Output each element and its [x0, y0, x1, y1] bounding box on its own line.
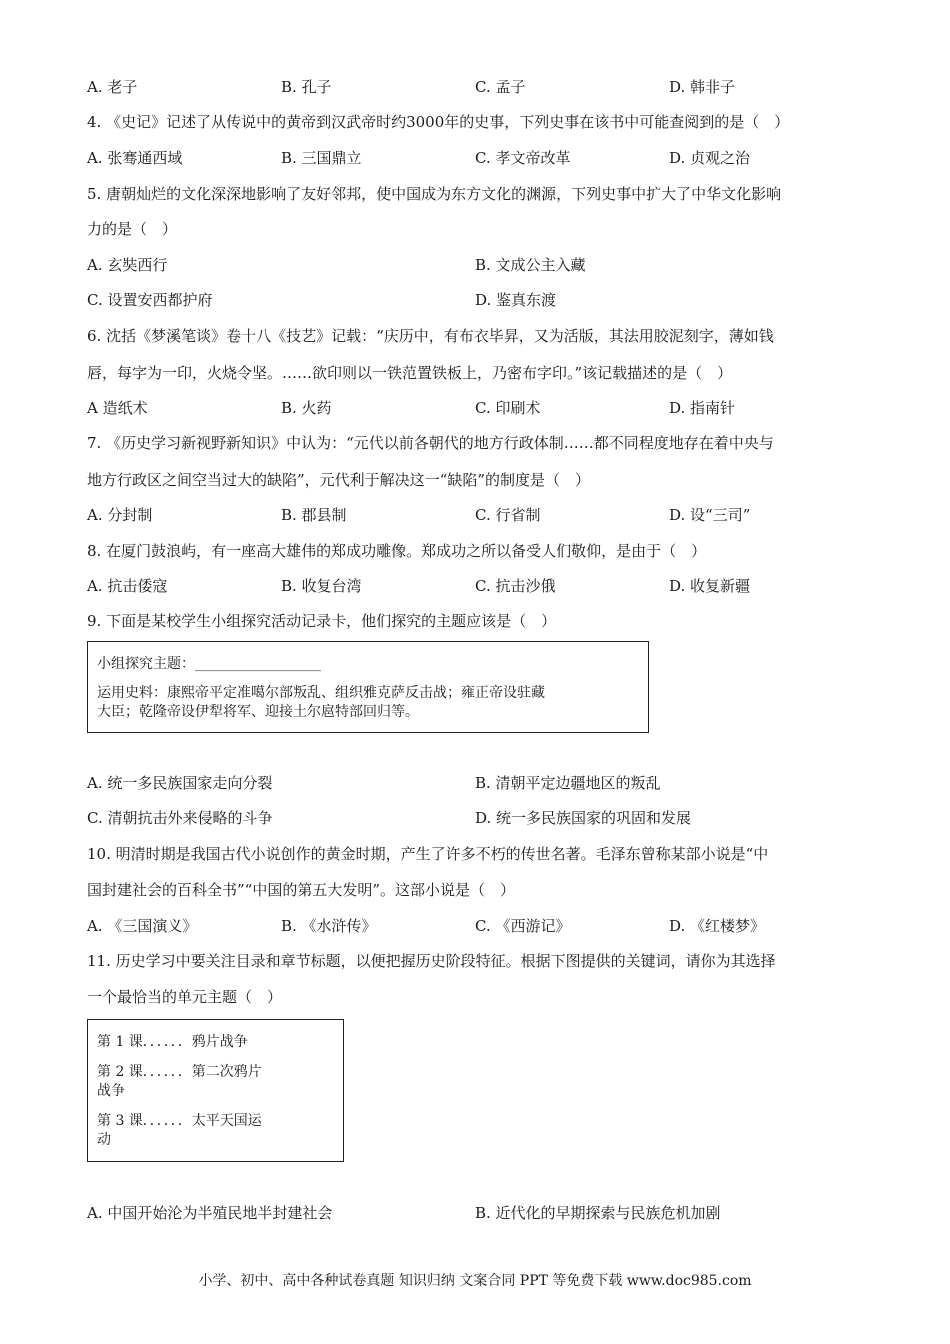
q5-option-d: D. 鉴真东渡: [475, 291, 557, 309]
q8-stem: 8. 在厦门鼓浪屿，有一座高大雄伟的郑成功雕像。郑成功之所以备受人们敬仰，是由于（ ）: [87, 542, 707, 560]
q10-option-a: A. 《三国演义》: [87, 917, 198, 935]
q3-option-d: D. 韩非子: [669, 78, 736, 96]
q5-option-a: A. 玄奘西行: [87, 256, 168, 274]
q9-option-c: C. 清朝抗击外来侵略的斗争: [87, 809, 273, 827]
q7-stem-line1: 7. 《历史学习新视野新知识》中认为：“元代以前各朝代的地方行政体制……都不同程度地存在着中央与: [87, 434, 774, 452]
q6-stem-line2: 唇，每字为一印，火烧令坚。……欲印则以一铁范置铁板上，乃密布字印。”该记载描述的是（ ）: [87, 364, 733, 382]
q8-option-b: B. 收复台湾: [281, 577, 362, 595]
q4-option-b: B. 三国鼎立: [281, 149, 362, 167]
q4-option-c: C. 孝文帝改革: [475, 149, 571, 167]
q5-stem-line1: 5. 唐朝灿烂的文化深深地影响了友好邻邦，使中国成为东方文化的渊源，下列史事中扩大了中华文化影响: [87, 185, 782, 203]
q9-option-b: B. 清朝平定边疆地区的叛乱: [475, 774, 661, 792]
q6-option-b: B. 火药: [281, 399, 332, 417]
q7-option-d: D. 设“三司”: [669, 506, 751, 524]
q9-option-a: A. 统一多民族国家走向分裂: [87, 774, 273, 792]
q7-stem-line2: 地方行政区之间空当过大的缺陷”，元代利于解决这一“缺陷”的制度是（ ）: [87, 471, 591, 489]
q6-stem-line1: 6. 沈括《梦溪笔谈》卷十八《技艺》记载：“庆历中，有布衣毕昇，又为活版，其法用胶泥刻字，薄如钱: [87, 327, 774, 345]
q7-option-a: A. 分封制: [87, 506, 153, 524]
q11-option-a: A. 中国开始沦为半殖民地半封建社会: [87, 1204, 333, 1222]
q11-toc-lesson-1: 第 1 课．．．．．．鸦片战争: [97, 1034, 248, 1050]
q9-stem: 9. 下面是某校学生小组探究活动记录卡，他们探究的主题应该是（ ）: [87, 612, 557, 630]
q9-option-d: D. 统一多民族国家的巩固和发展: [475, 809, 692, 827]
q11-option-b: B. 近代化的早期探索与民族危机加剧: [475, 1204, 721, 1222]
q11-table-of-contents: [87, 1019, 344, 1162]
q8-option-c: C. 抗击沙俄: [475, 577, 556, 595]
q11-toc-lesson-3: 第 3 课．．．．．．太平天国运: [97, 1113, 262, 1129]
q7-option-c: C. 行省制: [475, 506, 541, 524]
q10-option-d: D. 《红楼梦》: [669, 917, 766, 935]
q10-stem-line2: 国封建社会的百科全书”“中国的第五大发明”。这部小说是（ ）: [87, 881, 516, 899]
q11-stem-line2: 一个最恰当的单元主题（ ）: [87, 988, 283, 1006]
q8-option-a: A. 抗击倭寇: [87, 577, 168, 595]
q4-option-d: D. 贞观之治: [669, 149, 751, 167]
q9-card-title: 小组探究主题：__________________: [97, 656, 321, 672]
q3-option-a: A. 老子: [87, 78, 138, 96]
q9-card-line2: 大臣；乾隆帝设伊犁将军、迎接土尔扈特部回归等。: [97, 704, 419, 720]
q6-option-a: A 造纸术: [87, 399, 148, 417]
q5-option-c: C. 设置安西都护府: [87, 291, 213, 309]
q6-option-d: D. 指南针: [669, 399, 736, 417]
q3-option-c: C. 孟子: [475, 78, 526, 96]
q7-option-b: B. 郡县制: [281, 506, 347, 524]
q5-stem-line2: 力的是（ ）: [87, 220, 178, 238]
q10-option-c: C. 《西游记》: [475, 917, 571, 935]
q4-stem: 4. 《史记》记述了从传说中的黄帝到汉武帝时约3000年的史事，下列史事在该书中可能查阅到的是（ ）: [87, 113, 790, 131]
q5-option-b: B. 文成公主入藏: [475, 256, 586, 274]
q10-option-b: B. 《水浒传》: [281, 917, 377, 935]
q11-stem-line1: 11. 历史学习中要关注目录和章节标题，以便把握历史阶段特征。根据下图提供的关键词，请你为其选择: [87, 952, 776, 970]
q9-card-line1: 运用史料：康熙帝平定准噶尔部叛乱、组织雅克萨反击战；雍正帝设驻藏: [97, 685, 545, 701]
q11-toc-lesson-2: 第 2 课．．．．．．第二次鸦片: [97, 1064, 262, 1080]
q6-option-c: C. 印刷术: [475, 399, 541, 417]
q4-option-a: A. 张骞通西域: [87, 149, 183, 167]
q11-toc-lesson-3-cont: 动: [97, 1132, 111, 1148]
q8-option-d: D. 收复新疆: [669, 577, 751, 595]
q10-stem-line1: 10. 明清时期是我国古代小说创作的黄金时期，产生了许多不朽的传世名著。毛泽东曾称某部小说是“中: [87, 845, 769, 863]
q11-toc-lesson-2-cont: 战争: [97, 1083, 125, 1099]
page-footer: 小学、初中、高中各种试卷真题 知识归纳 文案合同 PPT 等免费下载 www.doc985.com: [198, 1273, 752, 1289]
q9-record-card: [87, 641, 649, 733]
q3-option-b: B. 孔子: [281, 78, 332, 96]
